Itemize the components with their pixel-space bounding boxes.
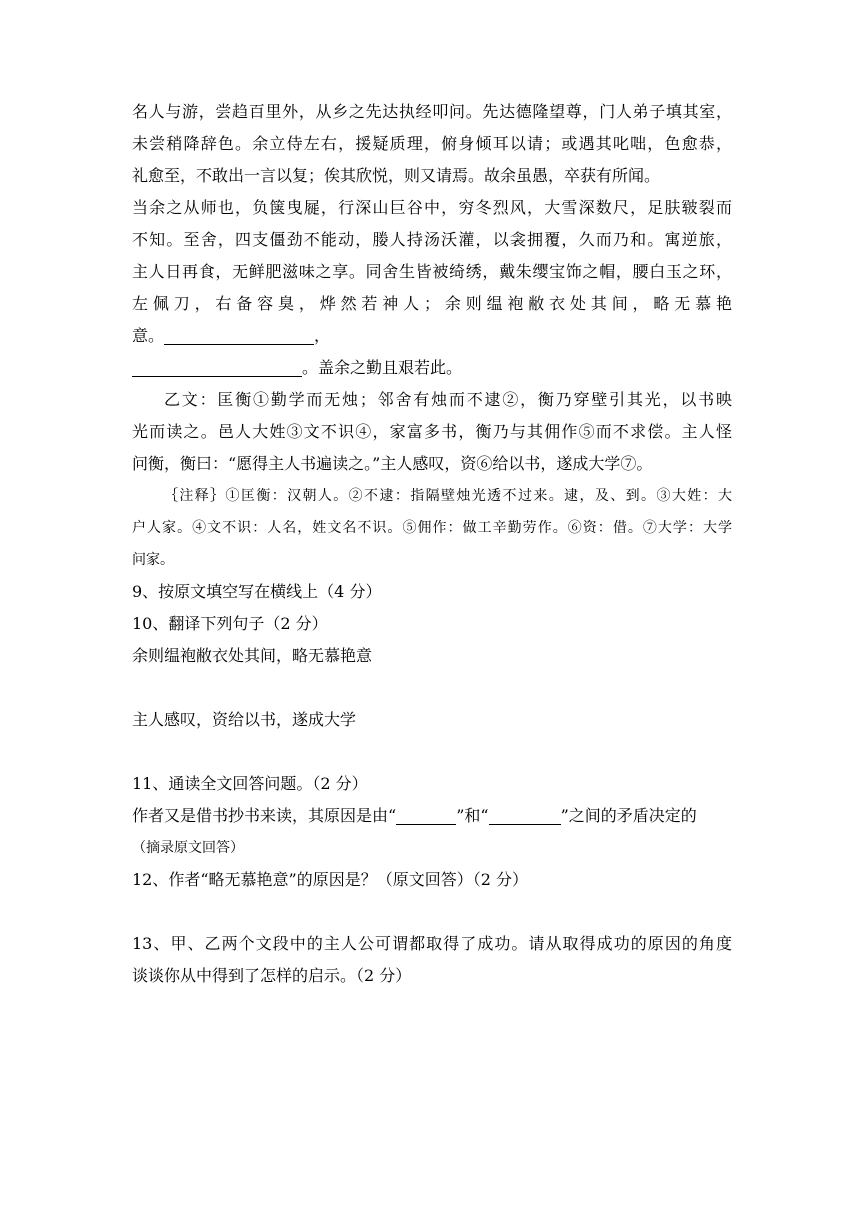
question-11-prompt (132, 800, 732, 832)
answer-blank-11-b[interactable] (489, 806, 561, 825)
passage-jia-line-4: 当余之从师也，负箧曳屣，行深山巨谷中，穷冬烈风，大雪深数尺，足肤皲裂而 (132, 198, 732, 217)
question-10-sentence-2: 主人感叹，资给以书，遂成大学 (132, 710, 357, 729)
document-page (132, 96, 732, 992)
passage-jia-line-3: 礼愈至，不敢出一言以复；俟其欣悦，则又请焉。故余虽愚，卒获有所闻。 (132, 166, 661, 185)
passage-jia-line-9-suffix: 。盖余之勤且艰若此。 (302, 358, 463, 377)
passage-jia-line-6: 主人日再食，无鲜肥滋味之享。同舍生皆被绮绣，戴朱缨宝饰之帽，腰白玉之环， (132, 262, 732, 281)
passage-jia-line-8-suffix: ， (314, 326, 331, 345)
answer-blank-11-a[interactable] (396, 806, 456, 825)
passage-jia-line-7: 左佩刀，右备容臭，烨然若神人；余则缊袍敝衣处其间，略无慕艳 (132, 294, 732, 313)
answer-space-12[interactable] (132, 896, 732, 928)
answer-blank-2[interactable] (132, 358, 302, 377)
question-11-text-a: 作者又是借书抄书来读，其原因是由“ (132, 806, 397, 825)
passage-yi-line-3: 问衡，衡曰：“愿得主人书遍读之。”主人感叹，资⑥给以书，遂成大学⑦。 (132, 454, 653, 473)
answer-space-10-2[interactable] (132, 736, 732, 768)
passage-jia-line-1: 名人与游，尝趋百里外，从乡之先达执经叩问。先达德隆望尊，门人弟子填其室， (132, 102, 732, 121)
question-10-sentence-1: 余则缊袍敝衣处其间，略无慕艳意 (132, 646, 373, 665)
notes-line-3: 问家。 (132, 552, 174, 568)
question-10: 10、翻译下列句子（2 分） (132, 614, 328, 633)
passage-yi-line-1: 乙文：匡衡①勤学而无烛；邻舍有烛而不逮②，衡乃穿壁引其光，以书映 (164, 390, 732, 409)
question-9: 9、按原文填空写在横线上（4 分） (132, 582, 382, 601)
question-11: 11、通读全文回答问题。（2 分） (132, 774, 368, 793)
notes-line-2: 户人家。④文不识：人名，姓文名不识。⑤佣作：做工辛勤劳作。⑥资：借。⑦大学：大学 (132, 520, 732, 536)
question-11-note: （摘录原文回答） (132, 840, 244, 856)
question-13-line-2: 谈谈你从中得到了怎样的启示。（2 分） (132, 966, 412, 985)
passage-yi-line-2: 光而读之。邑人大姓③文不识④，家富多书，衡乃与其佣作⑤而不求偿。主人怪 (132, 422, 732, 441)
passage-jia-line-9 (132, 352, 732, 384)
answer-blank-1[interactable] (164, 326, 314, 345)
passage-jia-line-5: 不知。至舍，四支僵劲不能动，媵人持汤沃灌，以衾拥覆，久而乃和。寓逆旅， (132, 230, 732, 249)
question-11-text-c: ”之间的矛盾决定的 (560, 806, 697, 825)
notes-line-1: ｛注释｝①匡衡：汉朝人。②不逮：指隔壁烛光透不过来。逮，及、到。③大姓：大 (164, 488, 732, 504)
answer-space-10-1[interactable] (132, 672, 732, 704)
passage-jia-line-8 (132, 320, 732, 352)
passage-jia-line-8-prefix: 意。 (132, 326, 165, 345)
passage-jia-line-2: 未尝稍降辞色。余立侍左右，援疑质理，俯身倾耳以请；或遇其叱咄，色愈恭， (132, 134, 732, 153)
question-12: 12、作者“略无慕艳意”的原因是？（原文回答）（2 分） (132, 870, 528, 889)
question-13-line-1: 13、甲、乙两个文段中的主人公可谓都取得了成功。请从取得成功的原因的角度 (132, 934, 732, 953)
question-11-text-b: ”和“ (456, 806, 489, 825)
